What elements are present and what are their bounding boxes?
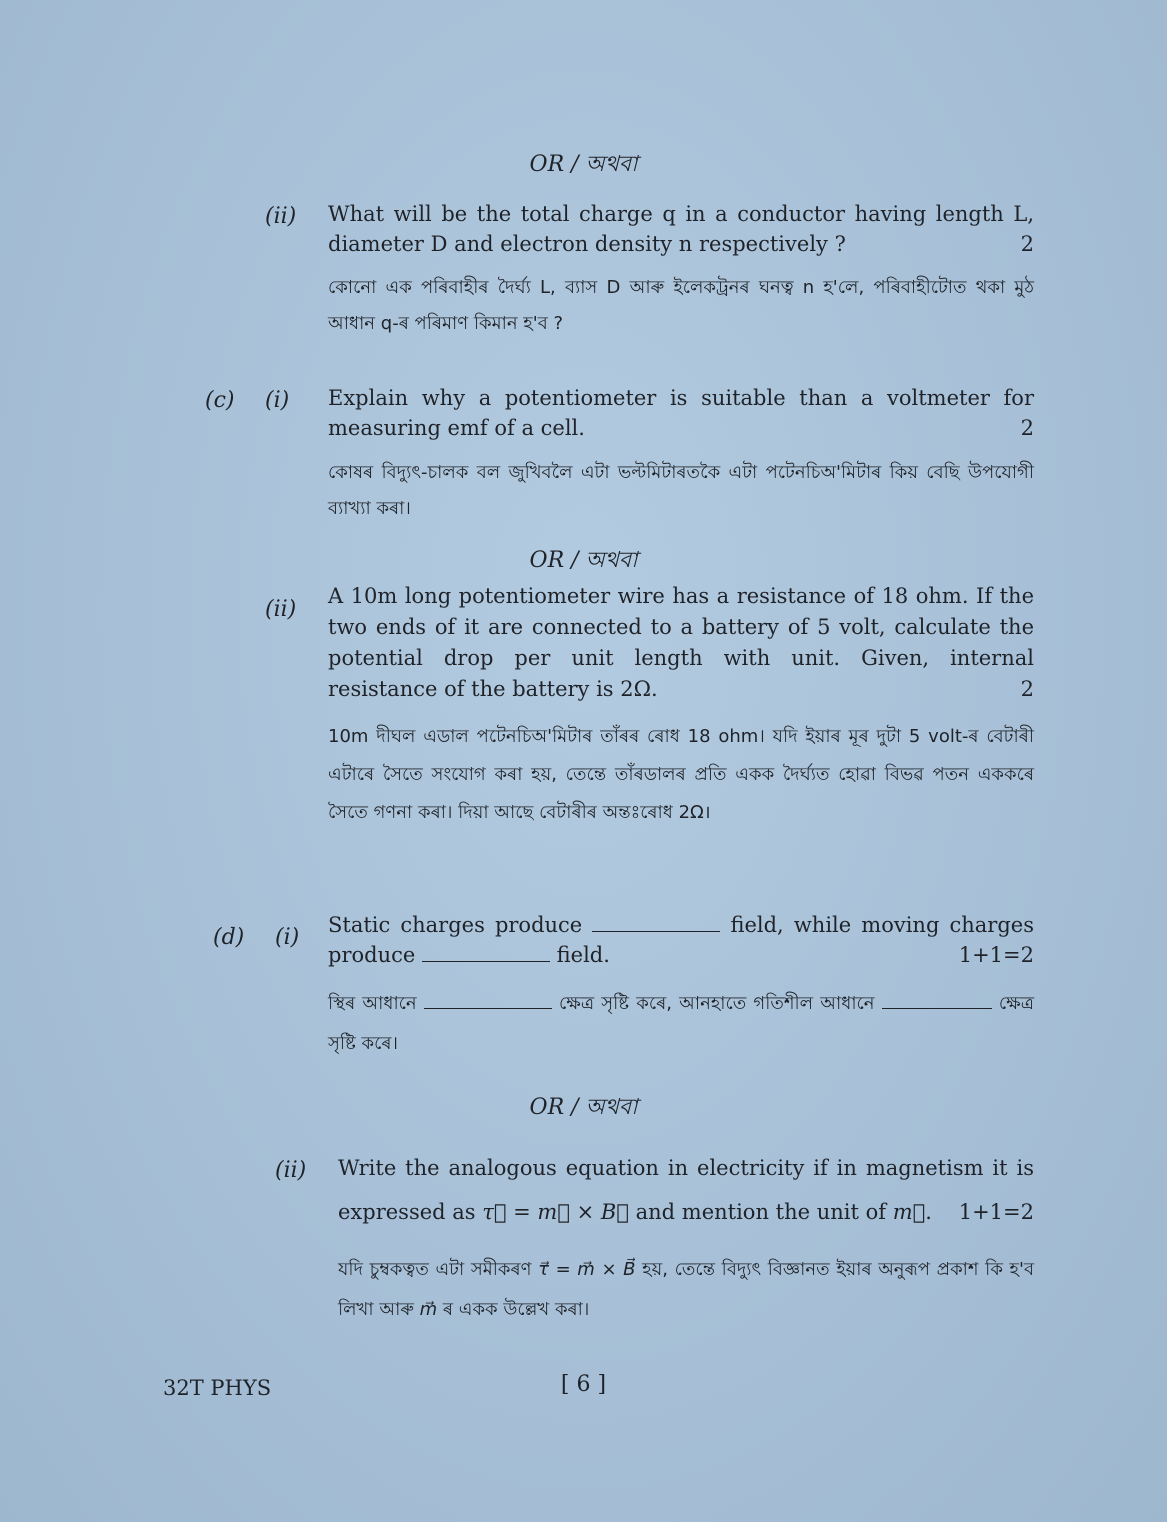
paper-code: 32T PHYS <box>163 1376 272 1400</box>
question-text-english: Static charges produce field, while moving charges produce field. 1+1=2 <box>328 910 1034 970</box>
question-marks: 2 <box>1020 677 1034 701</box>
question-number: (i) <box>275 925 300 950</box>
question-text-assamese: কোষৰ বিদ্যুৎ-চালক বল জুখিবলৈ এটা ভল্টমিটাৰতকৈ এটা পটেনচিঅ'মিটাৰ কিয় বেছি উপযোগী ব্যাখ্যা কৰা। <box>328 462 1034 519</box>
question-text-assamese: যদি চুম্বকত্বত এটা সমীকৰণ τ⃗ = m⃗ × B⃗ হয়, তেন্তে বিদ্যুৎ বিজ্ঞানত ইয়াৰ অনুৰূপ প্ৰকাশ কি হ'ব লিখা আৰু m⃗ ৰ একক উল্লেখ কৰা। <box>338 1259 1034 1320</box>
or-divider: OR / অথবা <box>529 1095 638 1120</box>
question-text-english: Explain why a potentiometer is suitable than a voltmeter for measuring emf of a cell. 2 <box>328 383 1034 443</box>
magnetic-moment-symbol: m⃗ <box>892 1200 926 1224</box>
question-number: (i) <box>265 388 290 413</box>
part-label: (d) <box>213 925 245 950</box>
question-text-assamese: স্থিৰ আধানে ক্ষেত্ৰ সৃষ্টি কৰে, আনহাতে গতিশীল আধানে ক্ষেত্ৰ সৃষ্টি কৰে। <box>328 984 1034 1064</box>
question-text-english: What will be the total charge q in a conductor having length L, diameter D and electron density n respectively ? 2 <box>328 199 1034 259</box>
question-number: (ii) <box>265 597 297 622</box>
question-marks: 2 <box>1020 232 1034 256</box>
torque-equation: τ⃗ = m⃗ × B⃗ <box>482 1200 629 1224</box>
answer-blank[interactable] <box>422 943 550 962</box>
page-number: [ 6 ] <box>560 1372 607 1397</box>
question-text-assamese: 10m দীঘল এডাল পটেনচিঅ'মিটাৰ তাঁৰৰ ৰোধ 18 ohm। যদি ইয়াৰ মূৰ দুটা 5 volt-ৰ বেটাৰী এটাৰে সৈতে সংযোগ কৰা হয়, তেন্তে তাঁৰডালৰ প্ৰতি একক দৈৰ্ঘ্যত হোৱা বিভৱ পতন এককৰে সৈতে গণনা কৰা। দিয়া আছে বেটাৰীৰ অন্তঃৰোধ 2Ω। <box>328 726 1034 823</box>
part-label: (c) <box>205 388 235 413</box>
question-text-english: A 10m long potentiometer wire has a resistance of 18 ohm. If the two ends of it are connected to a battery of 5 volt, calculate the potential drop per unit length with unit. Given, internal resistance of the battery is 2Ω. 2 <box>328 581 1034 705</box>
answer-blank[interactable] <box>882 990 992 1009</box>
question-marks: 2 <box>1020 416 1034 440</box>
or-divider: OR / অথবা <box>529 152 638 177</box>
question-marks: 1+1=2 <box>958 1200 1034 1224</box>
answer-blank[interactable] <box>424 990 552 1009</box>
question-number: (ii) <box>265 204 297 229</box>
or-divider: OR / অথবা <box>529 548 638 573</box>
question-marks: 1+1=2 <box>958 943 1034 967</box>
question-text-assamese: কোনো এক পৰিবাহীৰ দৈৰ্ঘ্য L, ব্যাস D আৰু ইলেকট্ৰনৰ ঘনত্ব n হ'লে, পৰিবাহীটোত থকা মুঠ আধান q-ৰ পৰিমাণ কিমান হ'ব ? <box>328 277 1034 334</box>
answer-blank[interactable] <box>592 913 720 932</box>
question-text-english: Write the analogous equation in electricity if in magnetism it is expressed as τ⃗ = m⃗ × B⃗ and mention the unit of m⃗. 1+1=2 <box>338 1146 1034 1234</box>
question-number: (ii) <box>275 1158 307 1183</box>
